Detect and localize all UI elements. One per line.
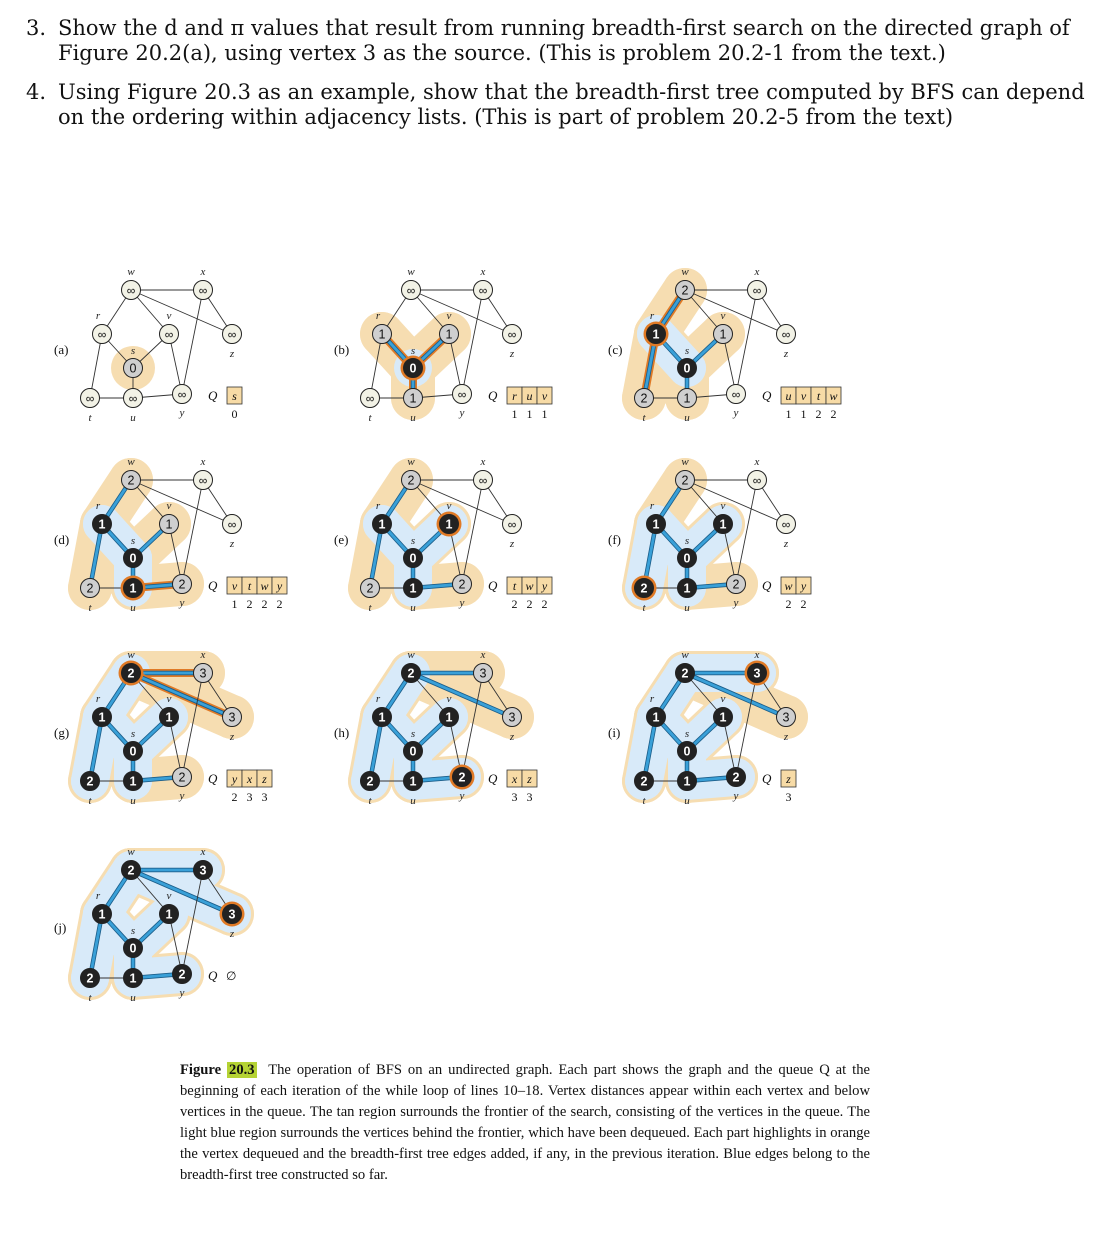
vertex-distance: ∞ bbox=[457, 387, 467, 402]
vertex-name: s bbox=[410, 345, 416, 357]
vertex-name: x bbox=[200, 456, 206, 468]
vertex-distance: ∞ bbox=[752, 283, 762, 298]
vertex-name: z bbox=[783, 348, 789, 360]
vertex-distance: 1 bbox=[129, 971, 137, 986]
vertex-name: z bbox=[229, 348, 235, 360]
queue-vertex: y bbox=[541, 579, 548, 593]
queue-vertex: u bbox=[785, 389, 792, 403]
queue-distance: 2 bbox=[830, 407, 837, 421]
vertex-name: t bbox=[88, 992, 92, 1004]
vertex-distance: 2 bbox=[458, 770, 466, 785]
queue-label: Q bbox=[208, 388, 218, 403]
vertex-name: r bbox=[375, 500, 381, 512]
vertex-distance: 1 bbox=[409, 774, 417, 789]
queue-label: Q bbox=[488, 578, 498, 593]
vertex-distance: 1 bbox=[165, 907, 173, 922]
part-label: (b) bbox=[334, 342, 350, 357]
vertex-name: t bbox=[368, 412, 372, 424]
vertex-distance: 2 bbox=[127, 666, 135, 681]
bfs-panel bbox=[608, 649, 808, 807]
vertex-name: t bbox=[368, 795, 372, 807]
queue-vertex: x bbox=[511, 772, 518, 786]
queue-vertex: r bbox=[512, 389, 517, 403]
vertex-name: x bbox=[754, 266, 760, 278]
queue-distance: 2 bbox=[815, 407, 822, 421]
vertex-distance: 1 bbox=[129, 774, 137, 789]
vertex-distance: 2 bbox=[178, 577, 186, 592]
vertex-name: w bbox=[681, 649, 689, 661]
vertex-name: r bbox=[95, 500, 101, 512]
vertex-name: t bbox=[88, 602, 92, 614]
vertex-name: y bbox=[459, 407, 465, 419]
vertex-distance: 2 bbox=[127, 473, 135, 488]
vertex-name: s bbox=[684, 345, 690, 357]
queue-label: Q bbox=[208, 578, 218, 593]
empty-queue: ∅ bbox=[226, 969, 237, 983]
queue-vertex: y bbox=[800, 579, 807, 593]
vertex-name: v bbox=[166, 310, 172, 322]
vertex-name: v bbox=[166, 693, 172, 705]
vertex-name: z bbox=[229, 538, 235, 550]
vertex-distance: 1 bbox=[719, 327, 727, 342]
vertex-distance: 1 bbox=[98, 517, 106, 532]
queue-label: Q bbox=[208, 968, 218, 983]
queue-distance: 2 bbox=[526, 597, 533, 611]
vertex-distance: ∞ bbox=[128, 391, 138, 406]
vertex-distance: 2 bbox=[732, 770, 740, 785]
vertex-distance: ∞ bbox=[781, 517, 791, 532]
vertex-distance: 2 bbox=[407, 473, 415, 488]
vertex-name: u bbox=[410, 412, 416, 424]
vertex-distance: 0 bbox=[683, 551, 691, 566]
queue-vertex: v bbox=[541, 389, 548, 403]
vertex-distance: 2 bbox=[86, 774, 94, 789]
vertex-distance: 1 bbox=[719, 710, 727, 725]
vertex-name: r bbox=[95, 693, 101, 705]
queue-distance: 2 bbox=[246, 597, 253, 611]
vertex-name: w bbox=[407, 649, 415, 661]
vertex-distance: 3 bbox=[199, 666, 207, 681]
vertex-name: r bbox=[649, 500, 655, 512]
vertex-distance: 1 bbox=[98, 710, 106, 725]
part-label: (j) bbox=[54, 920, 67, 935]
vertex-distance: 3 bbox=[199, 863, 207, 878]
vertex-name: t bbox=[368, 602, 372, 614]
vertex-distance: 1 bbox=[378, 517, 386, 532]
vertex-name: v bbox=[166, 890, 172, 902]
problem-number: 3. bbox=[26, 16, 47, 40]
vertex-distance: 2 bbox=[86, 971, 94, 986]
queue-distance: 0 bbox=[231, 407, 238, 421]
vertex-distance: ∞ bbox=[227, 327, 237, 342]
vertex-name: t bbox=[642, 795, 646, 807]
vertex-name: x bbox=[754, 649, 760, 661]
bfs-panel bbox=[334, 649, 537, 807]
vertex-name: x bbox=[480, 456, 486, 468]
vertex-name: z bbox=[783, 731, 789, 743]
vertex-name: w bbox=[407, 456, 415, 468]
vertex-name: z bbox=[509, 348, 515, 360]
vertex-distance: ∞ bbox=[85, 391, 95, 406]
vertex-distance: ∞ bbox=[227, 517, 237, 532]
vertex-distance: ∞ bbox=[177, 387, 187, 402]
vertex-distance: 1 bbox=[378, 710, 386, 725]
vertex-name: y bbox=[179, 790, 185, 802]
vertex-distance: 2 bbox=[178, 967, 186, 982]
vertex-distance: 1 bbox=[409, 581, 417, 596]
vertex-distance: 0 bbox=[129, 744, 137, 759]
vertex-distance: 1 bbox=[719, 517, 727, 532]
part-label: (e) bbox=[334, 532, 349, 547]
bfs-panel bbox=[608, 266, 841, 424]
vertex-name: v bbox=[720, 310, 726, 322]
vertex-name: u bbox=[130, 795, 136, 807]
queue-vertex: w bbox=[525, 579, 534, 593]
vertex-distance: 2 bbox=[86, 581, 94, 596]
queue-vertex: z bbox=[786, 772, 791, 786]
queue-vertex: y bbox=[231, 772, 238, 786]
vertex-name: s bbox=[130, 925, 136, 937]
vertex-distance: 0 bbox=[683, 361, 691, 376]
vertex-distance: ∞ bbox=[365, 391, 375, 406]
problem-text: Using Figure 20.3 as an example, show that the breadth-first tree computed by BFS can depend on the ordering within adjacency lists. (This is part of problem 20.2-5 from the text) bbox=[58, 80, 1085, 129]
vertex-distance: 1 bbox=[129, 581, 137, 596]
vertex-distance: 3 bbox=[508, 710, 516, 725]
part-label: (i) bbox=[608, 725, 621, 740]
queue-vertex: w bbox=[784, 579, 793, 593]
bfs-panel bbox=[54, 266, 242, 424]
vertex-name: w bbox=[127, 266, 135, 278]
vertex-distance: 0 bbox=[409, 361, 417, 376]
vertex-name: r bbox=[375, 310, 381, 322]
vertex-name: y bbox=[733, 597, 739, 609]
vertex-name: x bbox=[754, 456, 760, 468]
vertex-distance: 2 bbox=[366, 774, 374, 789]
vertex-name: y bbox=[733, 790, 739, 802]
vertex-name: y bbox=[179, 597, 185, 609]
vertex-name: z bbox=[229, 928, 235, 940]
vertex-distance: 2 bbox=[681, 473, 689, 488]
vertex-name: s bbox=[130, 535, 136, 547]
vertex-name: r bbox=[95, 890, 101, 902]
vertex-distance: 3 bbox=[753, 666, 761, 681]
vertex-distance: 1 bbox=[378, 327, 386, 342]
queue-vertex: v bbox=[231, 579, 238, 593]
vertex-distance: 2 bbox=[732, 577, 740, 592]
queue-label: Q bbox=[488, 388, 498, 403]
vertex-distance: 0 bbox=[683, 744, 691, 759]
bfs-panel bbox=[334, 266, 552, 424]
vertex-name: x bbox=[200, 846, 206, 858]
queue-vertex: w bbox=[260, 579, 269, 593]
vertex-distance: 2 bbox=[640, 391, 648, 406]
vertex-name: r bbox=[375, 693, 381, 705]
vertex-name: v bbox=[720, 693, 726, 705]
queue-vertex: v bbox=[800, 389, 807, 403]
vertex-name: u bbox=[130, 602, 136, 614]
vertex-name: s bbox=[410, 535, 416, 547]
vertex-distance: 1 bbox=[445, 517, 453, 532]
vertex-name: w bbox=[681, 266, 689, 278]
vertex-name: y bbox=[733, 407, 739, 419]
vertex-name: u bbox=[684, 602, 690, 614]
queue-vertex: x bbox=[246, 772, 253, 786]
vertex-distance: 3 bbox=[228, 710, 236, 725]
vertex-distance: ∞ bbox=[126, 283, 136, 298]
queue-distance: 2 bbox=[541, 597, 548, 611]
queue-distance: 2 bbox=[800, 597, 807, 611]
vertex-name: t bbox=[88, 412, 92, 424]
vertex-name: w bbox=[127, 649, 135, 661]
queue-vertex: s bbox=[232, 389, 237, 403]
caption-label: Figure bbox=[180, 1062, 222, 1078]
vertex-distance: ∞ bbox=[198, 283, 208, 298]
vertex-distance: 2 bbox=[458, 577, 466, 592]
vertex-name: t bbox=[642, 412, 646, 424]
vertex-name: y bbox=[459, 790, 465, 802]
vertex-distance: 1 bbox=[683, 391, 691, 406]
vertex-name: u bbox=[684, 412, 690, 424]
vertex-distance: ∞ bbox=[752, 473, 762, 488]
queue-distance: 3 bbox=[526, 790, 533, 804]
vertex-name: u bbox=[410, 602, 416, 614]
vertex-distance: ∞ bbox=[507, 517, 517, 532]
queue-distance: 2 bbox=[511, 597, 518, 611]
vertex-name: v bbox=[446, 500, 452, 512]
queue-label: Q bbox=[762, 771, 772, 786]
vertex-name: w bbox=[127, 846, 135, 858]
vertex-distance: 1 bbox=[652, 327, 660, 342]
vertex-name: v bbox=[720, 500, 726, 512]
vertex-distance: 2 bbox=[640, 774, 648, 789]
queue-distance: 2 bbox=[276, 597, 283, 611]
queue-distance: 3 bbox=[511, 790, 518, 804]
queue-vertex: t bbox=[247, 579, 252, 593]
queue-vertex: y bbox=[276, 579, 283, 593]
vertex-name: u bbox=[130, 992, 136, 1004]
vertex-name: r bbox=[95, 310, 101, 322]
vertex-name: u bbox=[684, 795, 690, 807]
vertex-name: y bbox=[179, 987, 185, 999]
queue-vertex: t bbox=[816, 389, 821, 403]
vertex-name: x bbox=[480, 649, 486, 661]
queue-vertex: z bbox=[262, 772, 267, 786]
vertex-distance: ∞ bbox=[406, 283, 416, 298]
vertex-distance: 3 bbox=[479, 666, 487, 681]
bfs-panel bbox=[334, 456, 552, 614]
queue-distance: 3 bbox=[261, 790, 268, 804]
vertex-distance: 0 bbox=[129, 361, 137, 376]
vertex-distance: 2 bbox=[681, 283, 689, 298]
vertex-name: s bbox=[410, 728, 416, 740]
queue-vertex: u bbox=[526, 389, 533, 403]
vertex-distance: ∞ bbox=[478, 473, 488, 488]
vertex-distance: 0 bbox=[409, 551, 417, 566]
vertex-name: r bbox=[649, 310, 655, 322]
vertex-name: s bbox=[684, 728, 690, 740]
queue-label: Q bbox=[208, 771, 218, 786]
vertex-distance: ∞ bbox=[97, 327, 107, 342]
vertex-name: t bbox=[642, 602, 646, 614]
vertex-distance: ∞ bbox=[781, 327, 791, 342]
queue-distance: 2 bbox=[231, 790, 238, 804]
bfs-panel bbox=[54, 649, 272, 807]
part-label: (g) bbox=[54, 725, 70, 740]
vertex-distance: 1 bbox=[652, 517, 660, 532]
queue-distance: 1 bbox=[785, 407, 792, 421]
vertex-name: t bbox=[88, 795, 92, 807]
vertex-distance: 1 bbox=[683, 581, 691, 596]
vertex-distance: 1 bbox=[165, 710, 173, 725]
vertex-distance: 1 bbox=[165, 517, 173, 532]
vertex-distance: 0 bbox=[129, 941, 137, 956]
vertex-name: w bbox=[127, 456, 135, 468]
vertex-name: z bbox=[229, 731, 235, 743]
bfs-panel bbox=[608, 456, 811, 614]
vertex-name: z bbox=[509, 731, 515, 743]
queue-distance: 2 bbox=[785, 597, 792, 611]
vertex-name: s bbox=[130, 345, 136, 357]
vertex-name: r bbox=[649, 693, 655, 705]
queue-vertex: w bbox=[829, 389, 838, 403]
vertex-distance: 2 bbox=[407, 666, 415, 681]
vertex-name: u bbox=[130, 412, 136, 424]
queue-distance: 2 bbox=[261, 597, 268, 611]
queue-vertex: z bbox=[527, 772, 532, 786]
vertex-distance: 1 bbox=[98, 907, 106, 922]
queue-distance: 3 bbox=[785, 790, 792, 804]
vertex-name: s bbox=[130, 728, 136, 740]
caption-number: 20.3 bbox=[229, 1062, 255, 1078]
vertex-distance: 2 bbox=[127, 863, 135, 878]
vertex-distance: 2 bbox=[178, 770, 186, 785]
vertex-distance: 1 bbox=[652, 710, 660, 725]
part-label: (d) bbox=[54, 532, 70, 547]
queue-label: Q bbox=[488, 771, 498, 786]
vertex-distance: ∞ bbox=[731, 387, 741, 402]
vertex-distance: 0 bbox=[409, 744, 417, 759]
queue-distance: 1 bbox=[511, 407, 518, 421]
figure-caption bbox=[180, 1060, 870, 1186]
queue-vertex: t bbox=[512, 579, 517, 593]
vertex-name: x bbox=[480, 266, 486, 278]
vertex-distance: 1 bbox=[445, 327, 453, 342]
vertex-distance: ∞ bbox=[198, 473, 208, 488]
queue-label: Q bbox=[762, 578, 772, 593]
caption-text: The operation of BFS on an undirected graph. Each part shows the graph and the queue Q at the beginning of each iteration of the while loop of lines 10–18. Vertex distances appear within each vertex and below vertices in the queue. The tan region surrounds the frontier of the search, consisting of the vertices in the queue. The light blue region surrounds the vertices behind the frontier, which have been dequeued. Each part highlights in orange the vertex dequeued and the breadth-first tree edges added, if any, in the previous iteration. Blue edges belong to the breadth-first tree constructed so far. bbox=[180, 1062, 870, 1183]
vertex-distance: 3 bbox=[782, 710, 790, 725]
vertex-distance: 2 bbox=[640, 581, 648, 596]
queue-label: Q bbox=[762, 388, 772, 403]
queue-distance: 1 bbox=[231, 597, 238, 611]
vertex-name: s bbox=[684, 535, 690, 547]
vertex-distance: 0 bbox=[129, 551, 137, 566]
queue-distance: 1 bbox=[526, 407, 533, 421]
bfs-panel bbox=[54, 846, 254, 1004]
graph-edge bbox=[182, 290, 203, 394]
vertex-distance: 1 bbox=[409, 391, 417, 406]
vertex-distance: 1 bbox=[683, 774, 691, 789]
queue-distance: 3 bbox=[246, 790, 253, 804]
part-label: (f) bbox=[608, 532, 621, 547]
part-label: (c) bbox=[608, 342, 623, 357]
graph-edge bbox=[131, 290, 232, 334]
vertex-distance: 1 bbox=[445, 710, 453, 725]
vertex-name: y bbox=[179, 407, 185, 419]
vertex-distance: 2 bbox=[366, 581, 374, 596]
vertex-distance: ∞ bbox=[478, 283, 488, 298]
vertex-name: v bbox=[166, 500, 172, 512]
problem-text: Show the d and π values that result from running breadth-first search on the directed graph of Figure 20.2(a), using vertex 3 as the source. (This is problem 20.2-1 from the text.) bbox=[58, 16, 1070, 65]
queue-distance: 1 bbox=[541, 407, 548, 421]
vertex-name: x bbox=[200, 266, 206, 278]
bfs-panel bbox=[54, 456, 287, 614]
vertex-name: z bbox=[783, 538, 789, 550]
vertex-name: w bbox=[681, 456, 689, 468]
vertex-distance: ∞ bbox=[164, 327, 174, 342]
vertex-distance: 2 bbox=[681, 666, 689, 681]
vertex-name: v bbox=[446, 693, 452, 705]
vertex-name: w bbox=[407, 266, 415, 278]
vertex-name: u bbox=[410, 795, 416, 807]
vertex-name: y bbox=[459, 597, 465, 609]
vertex-distance: ∞ bbox=[507, 327, 517, 342]
part-label: (a) bbox=[54, 342, 69, 357]
problem-number: 4. bbox=[26, 80, 47, 104]
part-label: (h) bbox=[334, 725, 350, 740]
vertex-name: x bbox=[200, 649, 206, 661]
queue-distance: 1 bbox=[800, 407, 807, 421]
vertex-distance: 3 bbox=[228, 907, 236, 922]
vertex-name: v bbox=[446, 310, 452, 322]
vertex-name: z bbox=[509, 538, 515, 550]
